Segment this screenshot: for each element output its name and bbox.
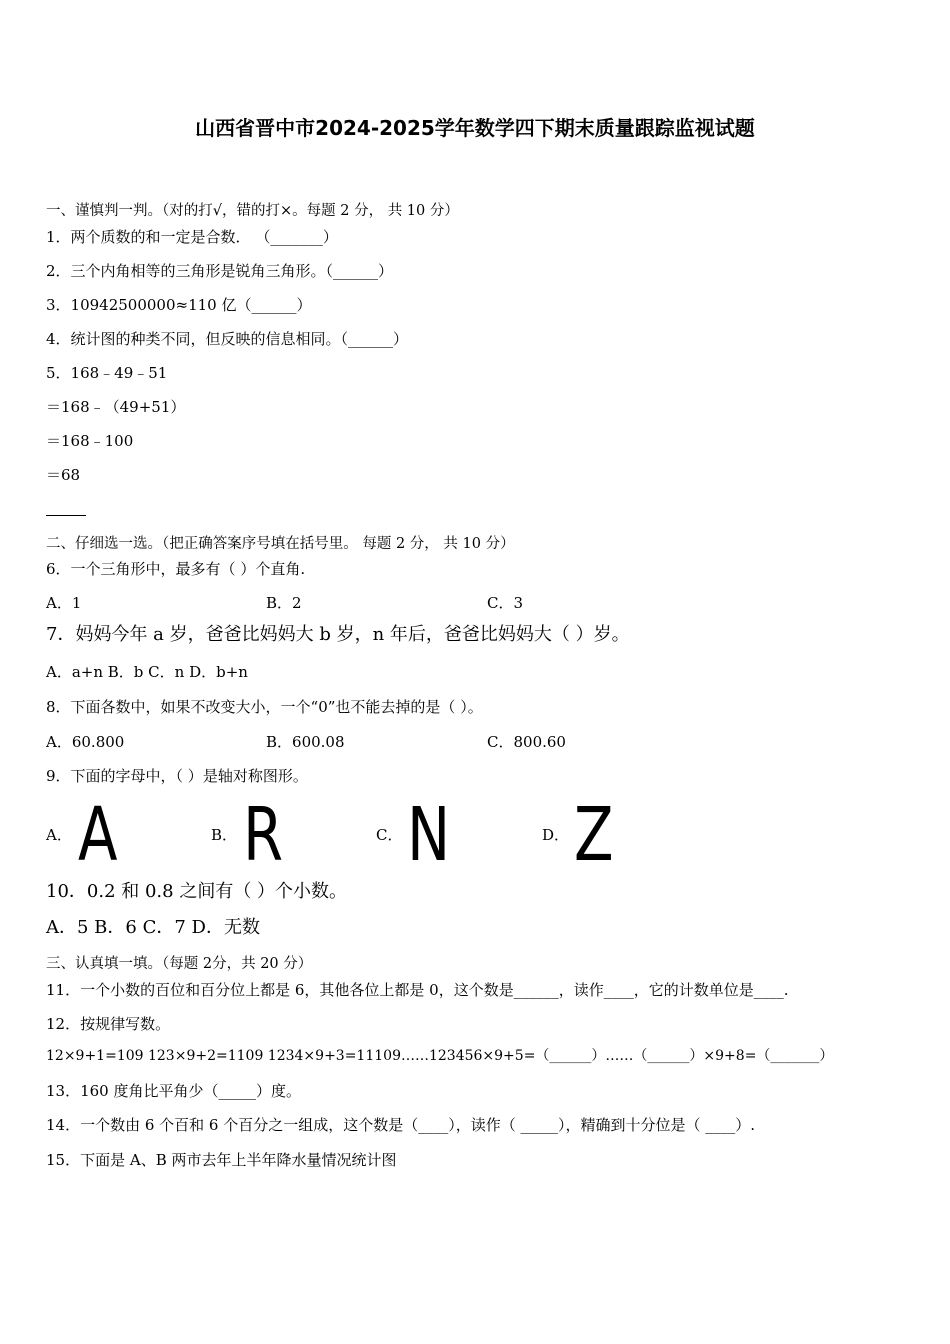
question-14: 14．一个数由 6 个百和 6 个百分之一组成，这个数是（____），读作（ _____），精确到十分位是（ ____）. bbox=[46, 1116, 756, 1134]
q9-label-a: A． bbox=[46, 826, 72, 844]
q9-label-b: B． bbox=[211, 826, 238, 844]
q8-option-b: B．600.08 bbox=[266, 733, 345, 751]
question-5-line-1: 5．168﹣49﹣51 bbox=[46, 364, 168, 382]
q6-option-b: B．2 bbox=[266, 594, 302, 612]
question-5-line-2: ＝168﹣（49+51） bbox=[46, 398, 186, 416]
question-15: 15．下面是 A、B 两市去年上半年降水量情况统计图 bbox=[46, 1151, 397, 1169]
question-5-line-4: ＝68 bbox=[46, 466, 81, 484]
question-11: 11．一个小数的百位和百分位上都是 6，其他各位上都是 0，这个数是______，读作____，它的计数单位是____. bbox=[46, 981, 789, 999]
q9-letter-z-image: Z bbox=[574, 792, 614, 878]
q9-label-d: D． bbox=[542, 826, 570, 844]
answer-blank-line bbox=[46, 515, 86, 516]
question-4: 4．统计图的种类不同，但反映的信息相同。（______） bbox=[46, 330, 409, 348]
question-3: 3．10942500000≈110 亿（______） bbox=[46, 296, 312, 314]
section2-header: 二、仔细选一选。（把正确答案序号填在括号里。 每题 2 分， 共 10 分） bbox=[46, 536, 515, 552]
question-9: 9．下面的字母中，（ ）是轴对称图形。 bbox=[46, 767, 308, 785]
question-12: 12．按规律写数。 bbox=[46, 1015, 171, 1033]
q9-letter-n-image: N bbox=[407, 792, 451, 878]
q6-option-a: A．1 bbox=[46, 594, 82, 612]
q7-options: A．a+n B．b C．n D．b+n bbox=[46, 663, 248, 681]
q10-options: A．5 B．6 C．7 D．无数 bbox=[46, 917, 260, 938]
question-10: 10．0.2 和 0.8 之间有（ ）个小数。 bbox=[46, 881, 348, 902]
q9-label-c: C． bbox=[376, 826, 403, 844]
q9-letter-a-image: A bbox=[78, 792, 118, 878]
section1-header: 一、谨慎判一判。（对的打√，错的打×。每题 2 分， 共 10 分） bbox=[46, 203, 459, 219]
question-5-line-3: ＝168﹣100 bbox=[46, 432, 134, 450]
q12-sequence: 12×9+1=109 123×9+2=1109 1234×9+3=11109……123456×9+5=（______）……（______）×9+8=（_______） bbox=[46, 1048, 834, 1064]
question-1: 1．两个质数的和一定是合数． （_______） bbox=[46, 228, 338, 246]
q9-letter-r-image: R bbox=[243, 792, 284, 878]
question-8: 8．下面各数中，如果不改变大小，一个“0”也不能去掉的是（ ）。 bbox=[46, 698, 483, 716]
q6-option-c: C．3 bbox=[487, 594, 524, 612]
question-7: 7．妈妈今年 a 岁，爸爸比妈妈大 b 岁，n 年后，爸爸比妈妈大（ ）岁。 bbox=[46, 624, 630, 645]
page-title: 山西省晋中市2024-2025学年数学四下期末质量跟踪监视试题 bbox=[195, 116, 755, 140]
q8-option-c: C．800.60 bbox=[487, 733, 566, 751]
q8-option-a: A．60.800 bbox=[46, 733, 125, 751]
question-6: 6．一个三角形中，最多有（ ）个直角. bbox=[46, 560, 306, 578]
question-13: 13．160 度角比平角少（_____）度。 bbox=[46, 1082, 301, 1100]
question-2: 2．三个内角相等的三角形是锐角三角形。（______） bbox=[46, 262, 394, 280]
section3-header: 三、认真填一填。（每题 2分，共 20 分） bbox=[46, 956, 313, 972]
